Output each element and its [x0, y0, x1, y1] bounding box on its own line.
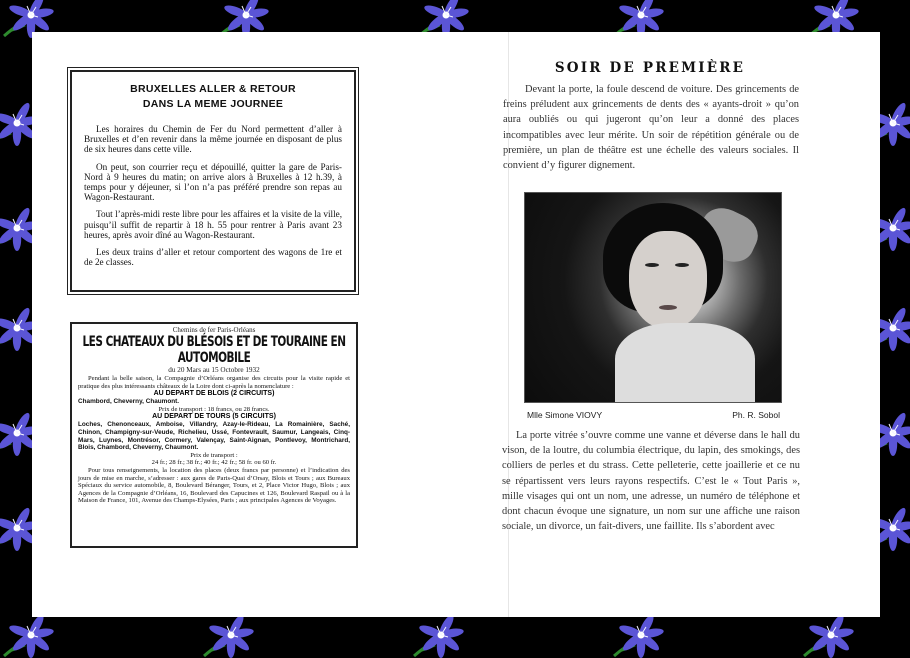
tours-prices: 24 fr.; 28 fr.; 38 fr.; 40 fr.; 42 fr.; 58 fr. ou 60 fr.	[151, 459, 277, 467]
tours-price-label: Prix de transport :	[190, 451, 238, 459]
chateaux-info: Pour tous renseignements, la location des places (deux francs par personne) et l’indication des jours de mise en marche, s’adresser : aux gares de Paris-Quai d’Orsay, Blois et Tours ; aux Bureaux Spéciaux du service automobile, 8, Boulevard Béranger, Tours, et 2, Place Victor Hugo, Blois ; aux Agences de la Compagnie d’Orléans, 16, Boulevard des Capucines et 126, Boulevard Raspail ou à la Maison de France, 101, Avenue des Champs-Elysées, Paris ; aux principales Agences de Voyages.	[78, 466, 350, 505]
photo-mouth	[659, 305, 677, 310]
lily-flower-icon	[0, 612, 62, 658]
blois-price: Prix de transport : 18 francs, ou 28 francs.	[158, 405, 270, 413]
bruxelles-para-1: Les horaires du Chemin de Fer du Nord permettent d’aller à Bruxelles et d’en revenir dans la même journée en disposant de plus de six heures dans cette ville.	[84, 124, 342, 155]
bruxelles-para-2: On peut, son courrier reçu et dépouillé, quitter la gare de Paris-Nord à 9 heures du matin; on arrive alors à Bruxelles à 12 h.39, à temps pour y déjeuner, si l’on n’a pas préféré prendre son repas au Wagon-Restaurant.	[84, 161, 342, 203]
article-heading: SOIR DE PREMIÈRE	[554, 60, 746, 76]
photo-eye-right	[675, 263, 689, 267]
portrait-photo	[524, 192, 782, 403]
bruxelles-advert	[70, 70, 356, 292]
chateaux-intro: Pendant la belle saison, la Compagnie d’Orléans organise des circuits pour la visite rapide et pratique des plus intéressants châteaux de la Loire dont ci-après la nomenclature :	[78, 375, 350, 390]
tours-list: Loches, Chenonceaux, Amboise, Villandry, Azay-le-Rideau, La Romainière, Saché, Chinon, Champigny-sur-Veude, Richelieu, Ussé, Fontevrault, Saumur, Langeais, Cinq-Mars, Luynes, Montrésor, Cormery, Valençay, Saint-Aignan, Pontlevoy, Montrichard, Blois, Chambord, Cheverny, Chaumont.	[78, 421, 350, 452]
chateaux-title: LES CHATEAUX DU BLÉSOIS ET DE TOURAINE EN AUTOMOBILE	[82, 333, 346, 367]
blois-heading: AU DEPART DE BLOIS (2 CIRCUITS)	[153, 390, 275, 398]
bruxelles-title-line1: BRUXELLES ALLER & RETOUR	[130, 83, 296, 95]
photo-credit: Ph. R. Sobol	[732, 410, 780, 420]
bruxelles-para-4: Les deux trains d’aller et retour comportent des wagons de 1re et de 2e classes.	[84, 247, 342, 268]
article-body: La porte vitrée s’ouvre comme une vanne et déverse dans le hall du vison, de la loutre, du columbia électrique, du lapin, des smokings, des colliers de perles et du strass. Cette pelleterie, cette joaillerie et ce nu se répartissent vers leurs rayons respectifs. C’est le « Tout Paris », mille visages qui ont un nom, une adresse, un numéro de téléphone et dont chacun évoque une signature, un nom sur une affiche une raison sociale, un divorce, un fait-divers, une faillite. Ils s’abordent avec	[502, 430, 800, 533]
bruxelles-title-line2: DANS LA MEME JOURNEE	[142, 98, 284, 110]
photo-face	[629, 231, 707, 329]
bruxelles-title	[84, 82, 342, 112]
chateaux-advert	[70, 322, 358, 548]
photo-caption: Mlle Simone VIOVY	[527, 410, 603, 420]
article-intro: Devant la porte, la foule descend de voiture. Des grincements de freins préludent aux grincements de dents des « ayants-droit » qu’on aura oubliés ou qui jugeront qu’on leur a donné des places incompatibles avec leur mérite. Un soir de répétition générale ou de première, un plan de théâtre est une échelle des valeurs sociales. Il convient d’y figurer dignement.	[503, 84, 799, 172]
chateaux-kicker: Chemins de fer Paris-Orléans	[172, 326, 256, 334]
photo-dress	[615, 323, 755, 403]
lily-flower-icon	[610, 612, 672, 658]
tours-heading: AU DEPART DE TOURS (5 CIRCUITS)	[152, 413, 276, 421]
lily-flower-icon	[200, 612, 262, 658]
photo-eye-left	[645, 263, 659, 267]
lily-flower-icon	[800, 612, 862, 658]
lily-flower-icon	[410, 612, 472, 658]
bruxelles-para-3: Tout l’après-midi reste libre pour les affaires et la visite de la ville, puisqu’il suffit de repartir à 18 h. 55 pour rentrer à Paris avant 23 heures, après avoir dîné au Wagon-Restaurant.	[84, 209, 342, 240]
chateaux-dates: du 20 Mars au 15 Octobre 1932	[168, 366, 260, 374]
blois-list: Chambord, Cheverny, Chaumont.	[78, 398, 180, 406]
